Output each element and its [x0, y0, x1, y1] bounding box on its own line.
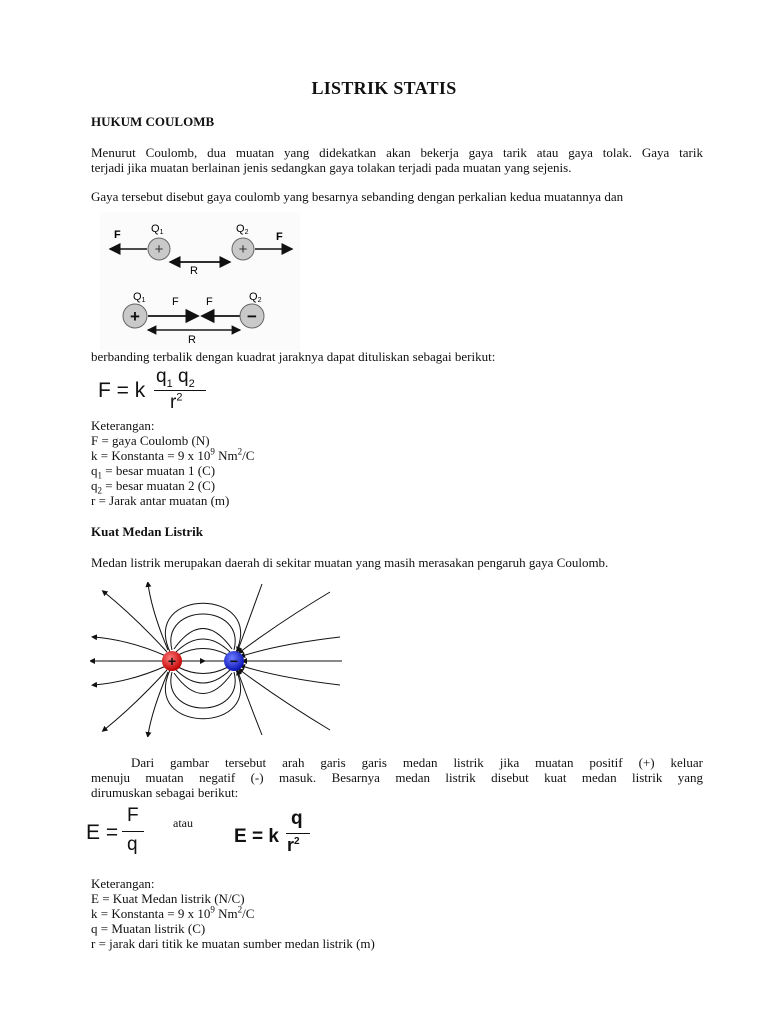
svg-text:+: +: [167, 653, 177, 669]
charge-label-q1: Q1: [151, 223, 164, 236]
legend-item: k = Konstanta = 9 x $10^9$ Nm$^2$/C: [91, 904, 255, 921]
legend-title: Keterangan:: [91, 418, 155, 433]
charge-label-q2: Q2: [236, 223, 249, 236]
paragraph-line: terjadi jika muatan berlainan jenis sedangkan gaya tolakan terjadi pada muatan yang sejenis.: [91, 160, 572, 175]
svg-text:+: +: [154, 241, 164, 258]
field-formula-2: E = k q $r^2$: [230, 806, 330, 864]
paragraph-line: dirumuskan sebagai berikut:: [91, 785, 239, 800]
coulomb-formula: F = k $q_1$ $q_2$ $r^2$: [92, 365, 212, 415]
legend-title: Keterangan:: [91, 876, 155, 891]
svg-text:R: R: [190, 265, 198, 277]
paragraph-line: berbanding terbalik dengan kuadrat jaraknya dapat dituliskan sebagai berikut:: [91, 349, 496, 364]
svg-text:+: +: [130, 307, 140, 326]
paragraph-line: Menurut Coulomb, dua muatan yang didekatkan akan bekerja gaya tarik atau gaya tolak. Gaya tarik: [91, 145, 703, 160]
svg-text:−: −: [247, 307, 257, 326]
svg-text:+: +: [238, 241, 248, 258]
or-label: atau: [173, 816, 193, 830]
legend-item: F = gaya Coulomb (N): [91, 433, 210, 448]
svg-text:−: −: [229, 653, 239, 669]
legend-item: r = jarak dari titik ke muatan sumber medan listrik (m): [91, 936, 375, 951]
legend-item: $q_2$ = besar muatan 2 (C): [91, 478, 216, 496]
charge-label-q1: Q1: [133, 291, 146, 304]
svg-text:F: F: [276, 231, 283, 243]
section-heading-field: Kuat Medan Listrik: [91, 524, 203, 539]
legend-item: E = Kuat Medan listrik (N/C): [91, 891, 245, 906]
field-formula-1: E = F q: [80, 801, 150, 865]
paragraph-line: Dari gambar tersebut arah garis garis medan listrik jika muatan positif (+) keluar: [131, 755, 703, 770]
electric-field-diagram: [90, 582, 344, 737]
svg-text:R: R: [188, 334, 196, 346]
force-label: F: [114, 229, 121, 241]
paragraph-line: Gaya tersebut disebut gaya coulomb yang besarnya sebanding dengan perkalian kedua muatannya dan: [91, 189, 624, 204]
page-title: LISTRIK STATIS: [311, 78, 457, 98]
charge-label-q2: Q2: [249, 291, 262, 304]
paragraph-line: Medan listrik merupakan daerah di sekitar muatan yang masih merasakan pengaruh gaya Coulomb.: [91, 555, 609, 570]
paragraph-line: menuju muatan negatif (-) masuk. Besarnya medan listrik disebut kuat medan listrik yang: [91, 770, 703, 785]
svg-text:F: F: [206, 296, 213, 308]
legend-item: $q_1$ = besar muatan 1 (C): [91, 463, 216, 481]
legend-item: r = Jarak antar muatan (m): [91, 493, 230, 508]
section-heading-coulomb: HUKUM COULOMB: [91, 114, 215, 129]
legend-item: q = Muatan listrik (C): [91, 921, 206, 936]
svg-text:F: F: [172, 296, 179, 308]
legend-item: k = Konstanta = 9 x $10^9$ Nm$^2$/C: [91, 446, 255, 463]
coulomb-force-diagram: [100, 212, 300, 350]
